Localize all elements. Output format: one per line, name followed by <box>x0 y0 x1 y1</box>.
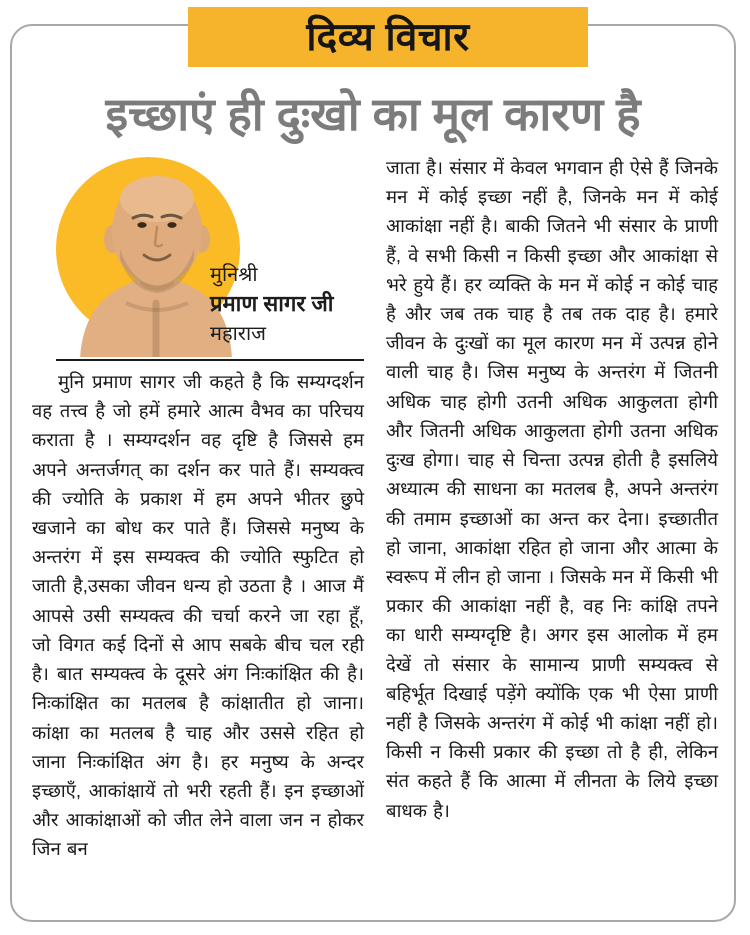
article-card <box>10 24 736 922</box>
article-headline: इच्छाएं ही दुःखो का मूल कारण है <box>105 88 641 140</box>
article-text-right: जाता है। संसार में केवल भगवान ही ऐसे हैं जिनके मन में कोई इच्छा नहीं है, जिनके मन में कोई आकांक्षा नहीं है। बाकी जितने भी संसार के प्राणी हैं, वे सभी किसी न किसी इच्छा और आकांक्षा से भरे हुये हैं। हर व्यक्ति के मन में कोई न कोई चाह है और जब तक चाह है तब तक दाह है। हमारे जीवन के दुःखों का मूल कारण मन में उत्पन्न होने वाली चाह है। जिस मनुष्य के अन्तरंग में जितनी अधिक चाह होगी उतनी अधिक आकुलता होगी और जितनी अधिक आकुलता होगी उतना अधिक दुःख होगा। चाह से चिन्ता उत्पन्न होती है इसलिये अध्यात्म की साधना का मतलब है, अपने अन्तरंग की तमाम इच्छाओं का अन्त कर देना। इच्छातीत हो जाना, आकांक्षा रहित हो जाना और आत्मा के स्वरूप में लीन हो जाना । जिसके मन में किसी भी प्रकार की आकांक्षा नहीं है, वह निः कांक्षि तपने का धारी सम्यग्दृष्टि है। अगर इस आलोक में हम देखें तो संसार के सामान्य प्राणी सम्यक्त्व से बहिर्भूत दिखाई पड़ेंगे क्योंकि एक भी ऐसा प्राणी नहीं है जिसके अन्तरंग में कोई भी कांक्षा नहीं हो। किसी न किसी प्रकार की इच्छा तो है ही, लेकिन संत कहते हैं कि आत्मा में लीनता के लिये इच्छा बाधक है। <box>386 156 718 821</box>
left-column <box>32 149 364 864</box>
author-title: महाराज <box>210 322 266 345</box>
section-banner <box>188 7 588 67</box>
author-honorific: मुनिश्री <box>210 263 258 286</box>
author-photo-block <box>32 151 364 357</box>
article-body <box>12 141 734 864</box>
caption-divider <box>56 359 364 361</box>
author-name: प्रमाण सागर जी <box>210 290 334 316</box>
section-banner-title: दिव्य विचार <box>306 15 470 59</box>
author-caption <box>210 261 364 348</box>
article-text-left: मुनि प्रमाण सागर जी कहते है कि सम्यग्दर्शन वह तत्त्व है जो हमें हमारे आत्म वैभव का परिचय कराता है । सम्यग्दर्शन वह दृष्टि है जिससे हम अपने अन्तर्जगत् का दर्शन कर पाते हैं। सम्यक्त्व की ज्योति के प्रकाश में हम अपने भीतर छुपे खजाने का बोध कर पाते हैं। जिससे मनुष्य के अन्तरंग में इस सम्यक्त्व की ज्योति स्फुटित हो जाती है,उसका जीवन धन्य हो उठता है । आज मैं आपसे उसी सम्यक्त्व की चर्चा करने जा रहा हूँ, जो विगत कई दिनों से आप सबके बीच चल रही है। बात सम्यक्त्व के दूसरे अंग निःकांक्षित की है। निःकांक्षित का मतलब है कांक्षातीत हो जाना। कांक्षा का मतलब है चाह और उससे रहित हो जाना निःकांक्षित अंग है। हर मनुष्य के अन्दर इच्छाएँ, आकांक्षायें तो भरी रहती हैं। इन इच्छाओं और आकांक्षाओं को जीत लेने वाला जन न होकर जिन बन <box>32 370 364 860</box>
right-column <box>386 149 718 864</box>
